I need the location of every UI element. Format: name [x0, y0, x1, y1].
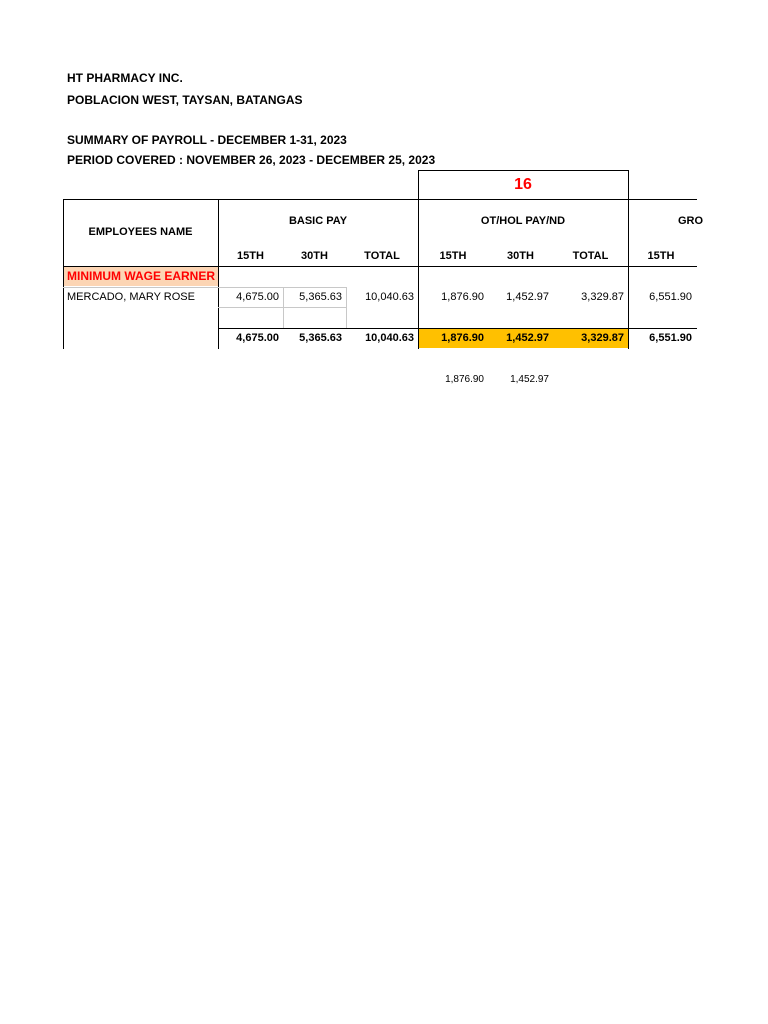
total-basic-15th: 4,675.00	[236, 332, 279, 344]
header-bottom-rule	[63, 266, 697, 267]
ot-15th-header: 15TH	[439, 250, 467, 262]
ot-total-header: TOTAL	[572, 250, 609, 262]
total-gross-15th: 6,551.90	[649, 332, 692, 344]
note-ot-15th: 1,876.90	[445, 374, 484, 385]
total-basic-total: 10,040.63	[365, 332, 414, 344]
employee-ot-total: 3,329.87	[581, 291, 624, 303]
employee-name: MERCADO, MARY ROSE	[67, 291, 195, 303]
grid-line	[218, 307, 346, 308]
basic-30th-header: 30TH	[301, 250, 328, 262]
employee-ot-15th: 1,876.90	[441, 291, 484, 303]
employee-basic-30th: 5,365.63	[299, 291, 342, 303]
ot-30th-header: 30TH	[507, 250, 534, 262]
basic-15th-header: 15TH	[237, 250, 264, 262]
gross-header: GRO	[678, 215, 704, 227]
employee-gross-15th: 6,551.90	[649, 291, 692, 303]
category-label: MINIMUM WAGE EARNER	[67, 269, 215, 283]
day-count: 16	[514, 176, 532, 193]
summary-title: SUMMARY OF PAYROLL - DECEMBER 1-31, 2023	[67, 133, 347, 147]
company-address: POBLACION WEST, TAYSAN, BATANGAS	[67, 93, 303, 107]
employee-ot-30th: 1,452.97	[506, 291, 549, 303]
grid-line	[63, 287, 218, 288]
employee-basic-total: 10,040.63	[365, 291, 414, 303]
grid-line	[218, 287, 346, 288]
gross-15th-header: 15TH	[647, 250, 675, 262]
employee-basic-15th: 4,675.00	[236, 291, 279, 303]
table-top-rule	[63, 199, 697, 200]
total-basic-30th: 5,365.63	[299, 332, 342, 344]
note-ot-30th: 1,452.97	[510, 374, 549, 385]
company-name: HT PHARMACY INC.	[67, 71, 183, 85]
table-left-rule	[63, 199, 64, 349]
period-covered: PERIOD COVERED : NOVEMBER 26, 2023 - DECEMBER 25, 2023	[67, 153, 436, 167]
basic-pay-header: BASIC PAY	[288, 215, 348, 227]
total-ot-30th: 1,452.97	[506, 332, 549, 344]
total-ot-15th: 1,876.90	[441, 332, 484, 344]
total-ot-total: 3,329.87	[581, 332, 624, 344]
totals-top-rule	[218, 328, 697, 329]
ot-header: OT/HOL PAY/ND	[480, 215, 566, 227]
basic-total-header: TOTAL	[364, 250, 400, 262]
employees-name-header: EMPLOYEES NAME	[88, 226, 193, 238]
